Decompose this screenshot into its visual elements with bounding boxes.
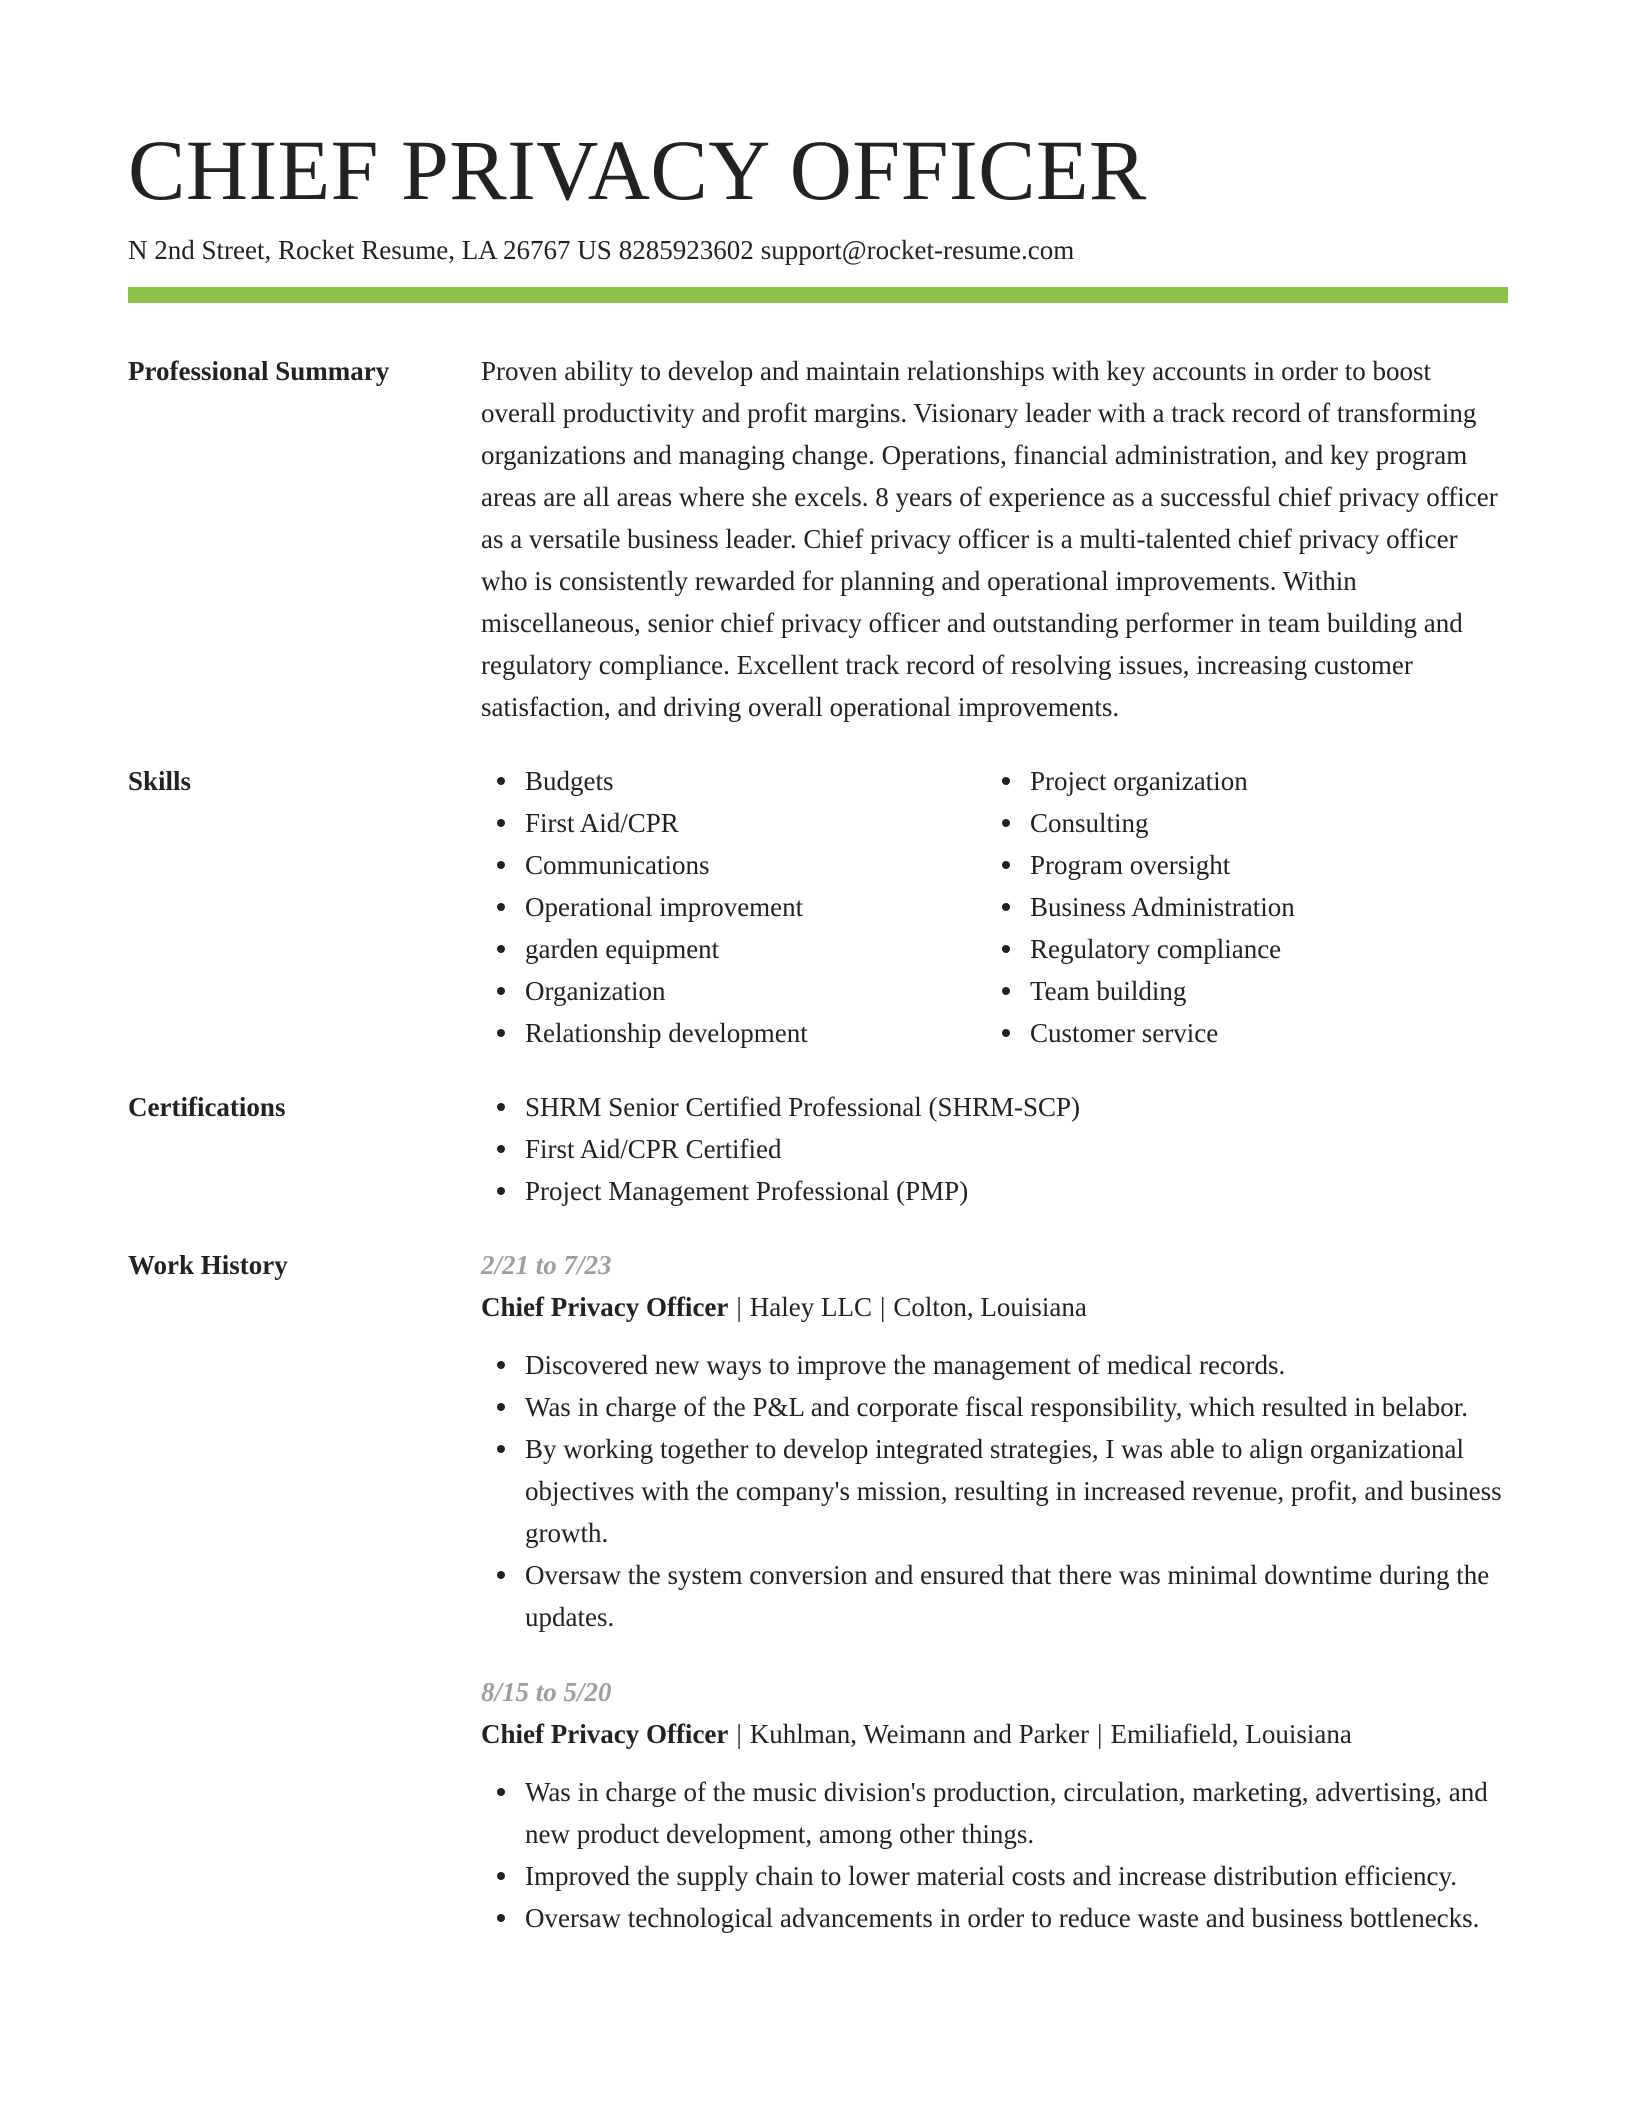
job-company: Kuhlman, Weimann and Parker	[749, 1719, 1090, 1749]
job-dates: 2/21 to 7/23	[481, 1250, 612, 1280]
job-dates: 8/15 to 5/20	[481, 1677, 612, 1707]
skills-section	[128, 760, 1508, 1054]
separator: |	[736, 1292, 742, 1322]
job-entry	[481, 1671, 1508, 1939]
certifications-section	[128, 1086, 1508, 1212]
certifications-body	[481, 1086, 1508, 1212]
section-label-summary: Professional Summary	[128, 356, 390, 386]
skill-item: First Aid/CPR	[481, 802, 986, 844]
job-bullets	[481, 1771, 1508, 1939]
job-heading	[481, 1713, 1508, 1755]
separator: |	[736, 1719, 742, 1749]
certification-item: SHRM Senior Certified Professional (SHRM-SCP)	[481, 1086, 1508, 1128]
skill-item: Project organization	[986, 760, 1491, 802]
certification-item: Project Management Professional (PMP)	[481, 1170, 1508, 1212]
job-bullet: Was in charge of the P&L and corporate fiscal responsibility, which resulted in belabor.	[481, 1386, 1508, 1428]
section-label-skills: Skills	[128, 766, 192, 796]
skills-list-right	[986, 760, 1491, 1054]
skill-item: Customer service	[986, 1012, 1491, 1054]
section-label-work-history: Work History	[128, 1250, 288, 1280]
summary-body	[481, 350, 1508, 728]
summary-text: Proven ability to develop and maintain relationships with key accounts in order to boost overall productivity and profit margins. Visionary leader with a track record of transforming organizations and managing change. Operations, financial administration, and key program areas are all areas where she excels. 8 years of experience as a successful chief privacy officer as a versatile business leader. Chief privacy officer is a multi-talented chief privacy officer who is consistently rewarded for planning and operational improvements. Within miscellaneous, senior chief privacy officer and outstanding performer in team building and regulatory compliance. Excellent track record of resolving issues, increasing customer satisfaction, and driving overall operational improvements.	[481, 356, 1498, 722]
job-title: Chief Privacy Officer	[481, 1292, 729, 1322]
job-entry	[481, 1244, 1508, 1638]
resume-title: CHIEF PRIVACY OFFICER	[128, 122, 1147, 218]
skill-item: Budgets	[481, 760, 986, 802]
skills-body	[481, 760, 1508, 1054]
skill-item: Communications	[481, 844, 986, 886]
separator: |	[1097, 1719, 1103, 1749]
job-bullet: Oversaw technological advancements in order to reduce waste and business bottlenecks.	[481, 1897, 1508, 1939]
skill-item: Program oversight	[986, 844, 1491, 886]
skill-item: Operational improvement	[481, 886, 986, 928]
work-history-body	[481, 1244, 1508, 1972]
skill-item: Organization	[481, 970, 986, 1012]
separator: |	[880, 1292, 886, 1322]
job-location: Colton, Louisiana	[893, 1292, 1087, 1322]
job-bullet: Discovered new ways to improve the management of medical records.	[481, 1344, 1508, 1386]
contact-line	[128, 230, 1074, 270]
job-bullet: Was in charge of the music division's production, circulation, marketing, advertising, and new product development, among other things.	[481, 1771, 1508, 1855]
skill-item: Relationship development	[481, 1012, 986, 1054]
job-location: Emiliafield, Louisiana	[1110, 1719, 1352, 1749]
skill-item: Team building	[986, 970, 1491, 1012]
skill-item: Business Administration	[986, 886, 1491, 928]
certification-item: First Aid/CPR Certified	[481, 1128, 1508, 1170]
header-divider	[128, 287, 1508, 303]
job-company: Haley LLC	[749, 1292, 873, 1322]
skills-list-left	[481, 760, 986, 1054]
certifications-list	[481, 1086, 1508, 1212]
professional-summary-section	[128, 350, 1508, 728]
skill-item: garden equipment	[481, 928, 986, 970]
contact-email: support@rocket-resume.com	[760, 235, 1075, 265]
skill-item: Regulatory compliance	[986, 928, 1491, 970]
skill-item: Consulting	[986, 802, 1491, 844]
job-bullet: By working together to develop integrated strategies, I was able to align organizational objectives with the company's mission, resulting in increased revenue, profit, and business growth.	[481, 1428, 1508, 1554]
job-bullets	[481, 1344, 1508, 1638]
section-label-certifications: Certifications	[128, 1092, 286, 1122]
job-title: Chief Privacy Officer	[481, 1719, 729, 1749]
work-history-section	[128, 1244, 1508, 1972]
contact-address: N 2nd Street, Rocket Resume, LA 26767 US	[128, 235, 612, 265]
contact-phone: 8285923602	[618, 235, 754, 265]
job-bullet: Oversaw the system conversion and ensured that there was minimal downtime during the updates.	[481, 1554, 1508, 1638]
job-heading	[481, 1286, 1508, 1328]
job-bullet: Improved the supply chain to lower material costs and increase distribution efficiency.	[481, 1855, 1508, 1897]
resume-sections	[128, 350, 1508, 1972]
